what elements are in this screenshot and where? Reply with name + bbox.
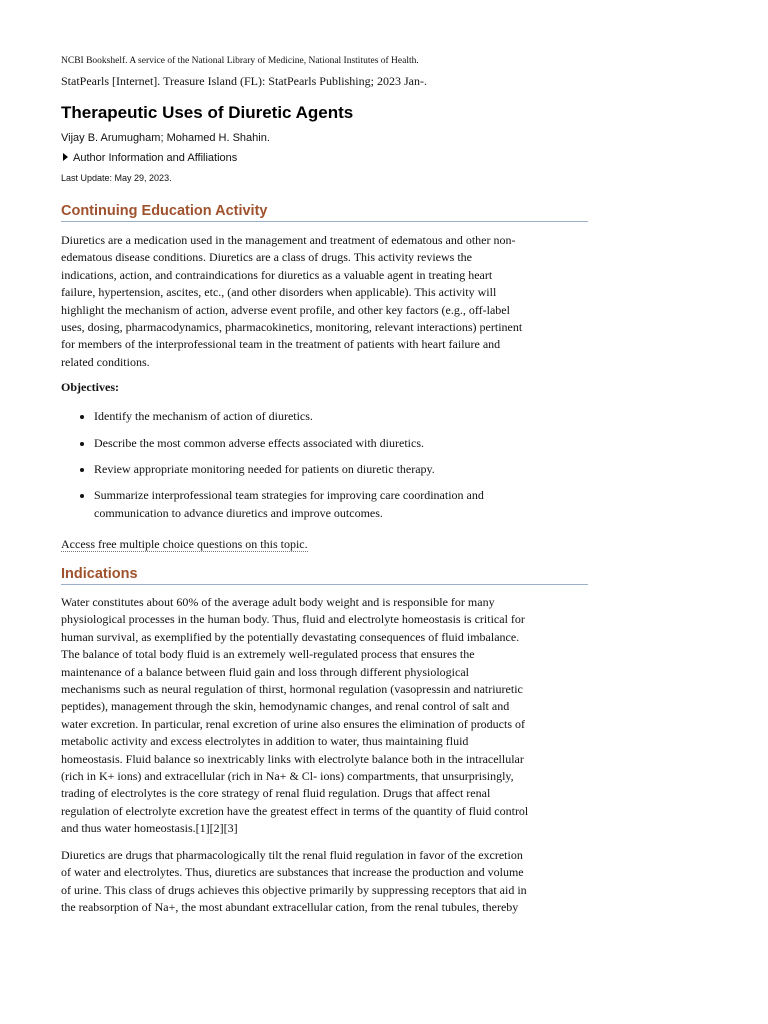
- affiliations-toggle[interactable]: [63, 152, 237, 164]
- text-line: regulation of electrolyte excretion have the greatest effect in terms of the quantity of fluid control: [61, 803, 529, 818]
- section-heading-indications: Indications: [61, 566, 588, 585]
- text-line: the reabsorption of Na+, the most abundant extracellular cation, from the renal tubules, thereby: [61, 899, 519, 914]
- indications-paragraph-2: [61, 847, 588, 917]
- affiliations-toggle-label: Author Information and Affiliations: [73, 152, 238, 164]
- objective-text: Describe the most common adverse effects associated with diuretics.: [94, 435, 425, 450]
- text-line: edematous disease conditions. Diuretics are a class of drugs. This activity reviews the: [61, 250, 472, 265]
- text-line: homeostasis. Fluid balance so inextricably links with electrolyte balance both in the intracellular: [61, 751, 524, 766]
- objective-text: communication to advance diuretics and improve outcomes.: [94, 505, 383, 520]
- indications-section: [61, 566, 588, 916]
- objective-item: [94, 461, 588, 478]
- objective-item: [94, 487, 588, 522]
- text-line: indications, action, and contraindications for diuretics as a valuable agent in treating heart: [61, 267, 493, 282]
- bookshelf-notice: NCBI Bookshelf. A service of the National Library of Medicine, National Institutes of Health.: [61, 56, 419, 66]
- citation: StatPearls [Internet]. Treasure Island (FL): StatPearls Publishing; 2023 Jan-.: [61, 74, 427, 88]
- expand-triangle-icon: [63, 153, 68, 161]
- text-line: human survival, as exemplified by the potentially devastating consequences of fluid imbalance.: [61, 629, 520, 644]
- text-line: failure, hypertension, ascites, etc., (and other disorders when applicable). This activity will: [61, 285, 497, 300]
- text-line: The balance of total body fluid is an extremely well-regulated process that ensures the: [61, 647, 475, 662]
- text-line: of water and electrolytes. Thus, diuretics are substances that increase the production and volume: [61, 865, 524, 880]
- objective-text: Summarize interprofessional team strategies for improving care coordination and: [94, 488, 484, 503]
- objective-item: [94, 435, 588, 452]
- text-line: Water constitutes about 60% of the average adult body weight and is responsible for many: [61, 595, 495, 609]
- objective-text: Identify the mechanism of action of diuretics.: [94, 409, 313, 424]
- authors: Vijay B. Arumugham; Mohamed H. Shahin.: [61, 132, 270, 144]
- article-title: Therapeutic Uses of Diuretic Agents: [61, 103, 354, 122]
- objectives-list: [61, 408, 588, 522]
- continuing-education-intro: [61, 232, 588, 371]
- text-line: peptides), management through the skin, hemodynamic changes, and renal control of salt and: [61, 699, 510, 714]
- access-questions-link[interactable]: Access free multiple choice questions on this topic.: [61, 537, 308, 552]
- text-line: Diuretics are drugs that pharmacologically tilt the renal fluid regulation in favor of the excretion: [61, 847, 523, 862]
- text-line: highlight the mechanism of action, adverse event profile, and other key factors (e.g., off-label: [61, 302, 510, 317]
- objectives-label: Objectives:: [61, 380, 119, 395]
- continuing-education-section: [61, 203, 588, 553]
- text-line: (rich in K+ ions) and extracellular (rich in Na+ & Cl- ions) compartments, that unsurprisingly,: [61, 769, 514, 784]
- text-line: water excretion. In particular, renal excretion of urine also ensures the elimination of products of: [61, 716, 526, 731]
- section-heading-continuing-education: Continuing Education Activity: [61, 203, 588, 222]
- text-line: and thus water homeostasis.[1][2][3]: [61, 821, 238, 836]
- indications-paragraph-1: [61, 594, 588, 838]
- text-line: mechanisms such as neural regulation of thirst, hormonal regulation (vasopressin and natriuretic: [61, 682, 523, 697]
- text-line: physiological processes in the human body. Thus, fluid and electrolyte homeostasis is critical for: [61, 612, 525, 627]
- objective-item: [94, 408, 588, 425]
- text-line: metabolic activity and excess electrolytes in addition to water, thus maintaining fluid: [61, 734, 469, 749]
- text-line: related conditions.: [61, 354, 150, 369]
- text-line: trading of electrolytes is the core strategy of renal fluid regulation. Drugs that affect renal: [61, 786, 491, 801]
- objective-text: Review appropriate monitoring needed for patients on diuretic therapy.: [94, 462, 435, 477]
- text-line: uses, dosing, pharmacodynamics, pharmacokinetics, monitoring, relevant interactions) pertinent: [61, 320, 523, 335]
- text-line: Diuretics are a medication used in the management and treatment of edematous and other non-: [61, 233, 516, 247]
- text-line: maintenance of a balance between fluid gain and loss through different physiological: [61, 664, 469, 679]
- text-line: for members of the interprofessional team in the treatment of patients with heart failure and: [61, 337, 501, 352]
- text-line: of urine. This class of drugs achieves this objective primarily by suppressing receptors that aid in: [61, 882, 527, 897]
- last-update: Last Update: May 29, 2023.: [61, 173, 172, 183]
